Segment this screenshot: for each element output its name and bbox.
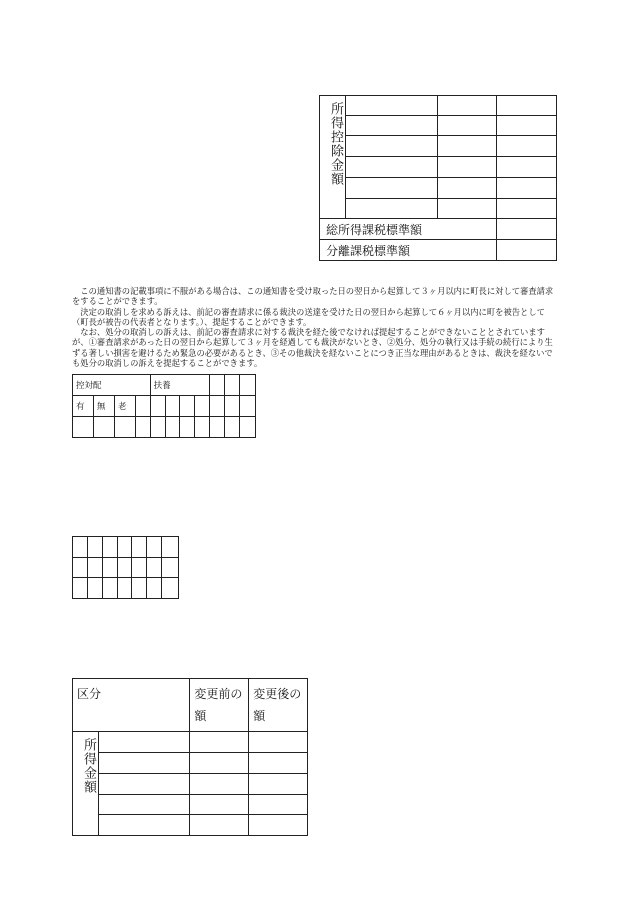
change-table bbox=[72, 678, 308, 836]
separate-taxable-label: 分離課税標準額 bbox=[320, 240, 497, 261]
deduction-vertical-label: 所得控除金額 bbox=[320, 96, 346, 219]
deduction-table bbox=[319, 95, 557, 261]
notice-paragraph: なお、処分の取消しの訴えは、前記の審査請求に対する裁決を経た後でなければ提起することができないこととされていますが、①審査請求があった日の翌日から起算して３ヶ月を経過しても裁決がないとき、②処分、処分の執行又は手続の続行により生ずる著しい損害を避けるため緊急の必要があるとき、③その他裁決を経ないことにつき正当な理由があるときは、裁決を経ないでも処分の取消しの訴えを提起することができます。 bbox=[72, 327, 553, 369]
total-taxable-label: 総所得課税標準額 bbox=[320, 219, 497, 240]
blank-grid bbox=[72, 536, 179, 599]
col-no: 無 bbox=[93, 396, 114, 417]
appeal-notice bbox=[72, 286, 558, 368]
income-vertical-label: 所得金額 bbox=[73, 732, 99, 836]
category-label: 区分 bbox=[73, 679, 190, 732]
notice-paragraph: 決定の取消しを求める訴えは、前記の審査請求に係る裁決の送達を受けた日の翌日から起算して６ヶ月以内に町を被告として（町長が被告の代表者となります。）、提起することができます。 bbox=[72, 306, 545, 327]
dependents-label: 扶養 bbox=[150, 375, 210, 396]
notice-paragraph: この通知書の記載事項に不服がある場合は、この通知書を受け取った日の翌日から起算して３ヶ月以内に町長に対して審査請求をすることができます。 bbox=[72, 286, 554, 307]
dependents-table bbox=[72, 374, 256, 438]
deduction-cell bbox=[345, 96, 437, 116]
before-amount-label: 変更前の額 bbox=[190, 679, 249, 732]
col-elder: 老 bbox=[114, 396, 135, 417]
col-yes: 有 bbox=[73, 396, 94, 417]
after-amount-label: 変更後の額 bbox=[249, 679, 308, 732]
spouse-deduction-label: 控対配 bbox=[73, 375, 151, 396]
